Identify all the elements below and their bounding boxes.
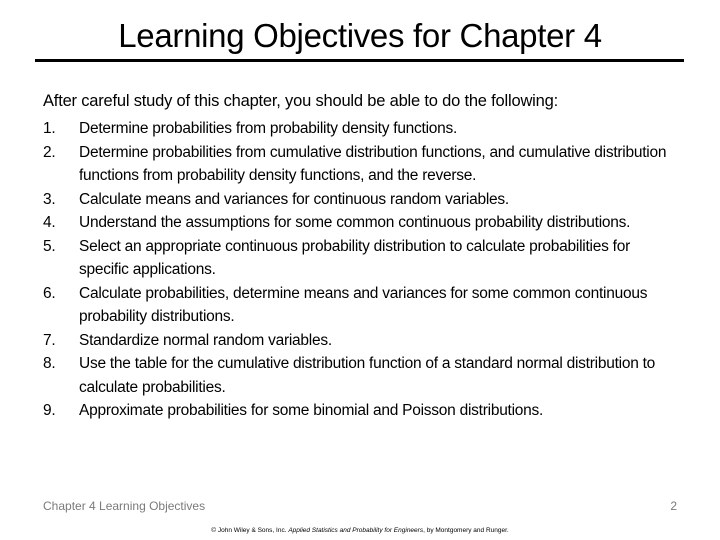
objective-number: 8. (43, 355, 56, 372)
page-number: 2 (670, 499, 677, 513)
book-title: Applied Statistics and Probability for Engineers (288, 527, 424, 534)
copyright-suffix: , by Montgomery and Runger. (423, 527, 509, 534)
copyright-notice (0, 527, 720, 534)
objective-number: 9. (43, 402, 56, 419)
objective-text: Calculate means and variances for continuous random variables. (79, 190, 509, 208)
objective-number: 6. (43, 284, 56, 302)
objective-text: Calculate probabilities, determine means and variances for some common continuous probability distributions. (79, 284, 648, 325)
objective-item (43, 329, 683, 353)
objective-item (43, 282, 683, 329)
objective-item (43, 211, 683, 235)
title-underline (35, 59, 684, 62)
objective-text: Understand the assumptions for some common continuous probability distributions. (79, 214, 631, 231)
objective-number: 3. (43, 190, 56, 208)
objective-text: Approximate probabilities for some binomial and Poisson distributions. (79, 402, 544, 419)
objective-number: 2. (43, 143, 56, 161)
objective-number: 5. (43, 237, 56, 255)
intro-text: After careful study of this chapter, you should be able to do the following: (43, 92, 558, 110)
objective-text: Standardize normal random variables. (79, 331, 332, 349)
objective-text: Select an appropriate continuous probability distribution to calculate probabilities for specific applications. (79, 237, 630, 278)
copyright-prefix: © John Wiley & Sons, Inc. (211, 527, 289, 534)
objective-number: 7. (43, 331, 56, 349)
footer-chapter-label: Chapter 4 Learning Objectives (43, 499, 206, 513)
objective-item (43, 352, 683, 399)
objective-text: Determine probabilities from cumulative distribution functions, and cumulative distribution functions from probability density functions, and the reverse. (79, 143, 667, 184)
objective-text: Determine probabilities from probability density functions. (79, 120, 458, 137)
objective-item (43, 399, 683, 423)
objective-item (43, 141, 683, 188)
slide-title: Learning Objectives for Chapter 4 (118, 17, 602, 54)
objective-item (43, 117, 683, 141)
objective-item (43, 235, 683, 282)
objective-item (43, 188, 683, 212)
objective-number: 1. (43, 120, 56, 137)
objectives-list (43, 117, 683, 423)
objective-text: Use the table for the cumulative distribution function of a standard normal distribution to calculate probabilities. (79, 355, 656, 396)
objective-number: 4. (43, 214, 56, 231)
